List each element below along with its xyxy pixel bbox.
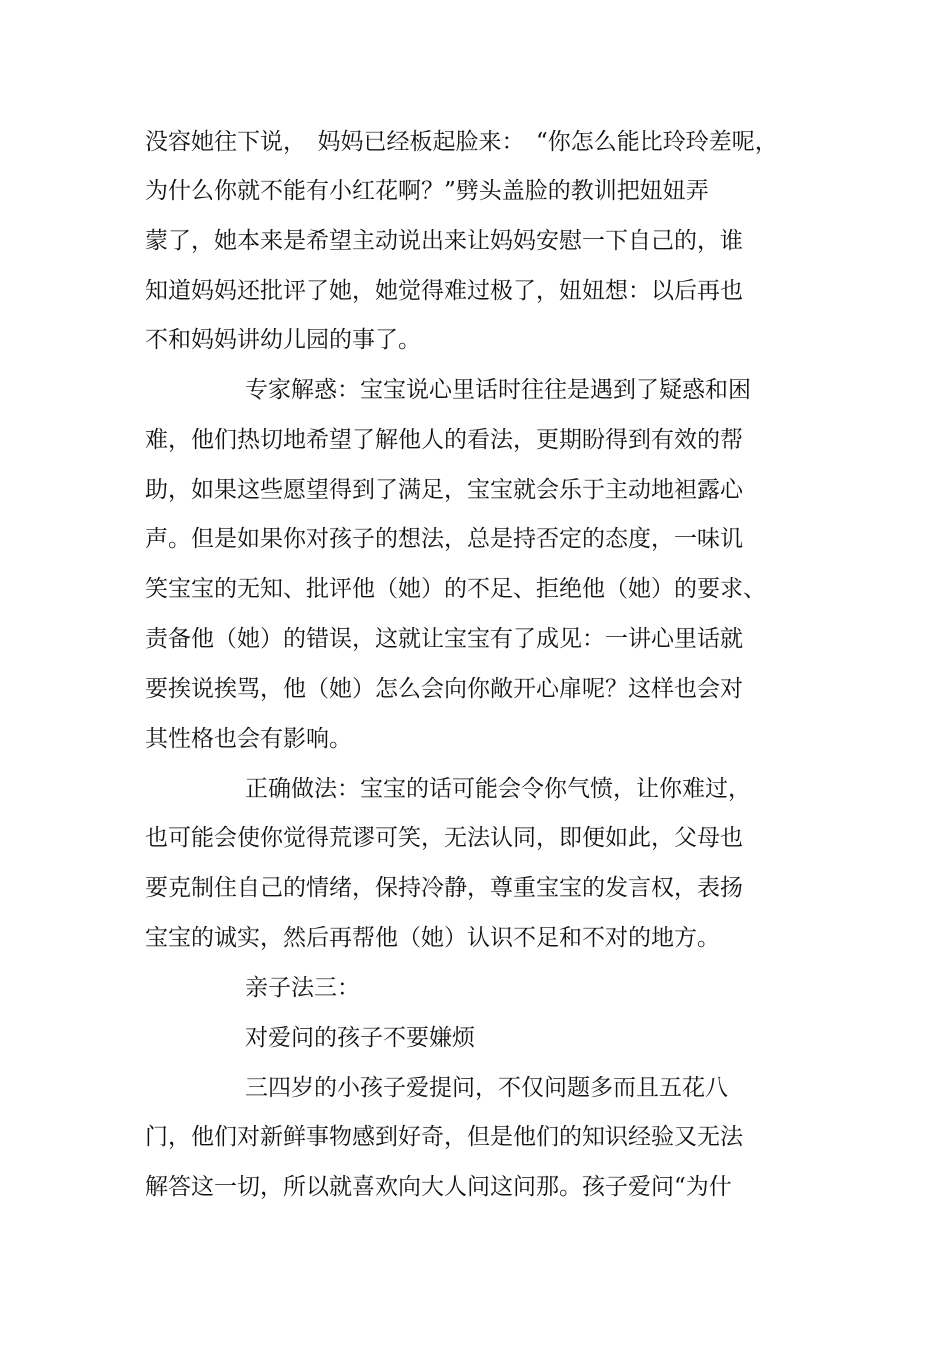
text-line: 其性格也会有影响。 xyxy=(145,726,352,752)
text-line: 没容她往下说， 妈妈已经板起脸来： “你怎么能比玲玲差呢， xyxy=(145,129,778,155)
text-line: 责备他（她）的错误，这就让宝宝有了成见：一讲心里话就 xyxy=(145,626,743,652)
section-heading: 亲子法三： xyxy=(245,975,360,1001)
text-line: 解答这一切，所以就喜欢向大人问这问那。孩子爱问“为什 xyxy=(145,1174,732,1200)
text-line: 不和妈妈讲幼儿园的事了。 xyxy=(145,327,421,353)
text-line: 要克制住自己的情绪，保持冷静，尊重宝宝的发言权，表扬 xyxy=(145,875,743,901)
text-line: 要挨说挨骂，他（她）怎么会向你敞开心扉呢？这样也会对 xyxy=(145,676,743,702)
text-line: 知道妈妈还批评了她，她觉得难过极了，妞妞想：以后再也 xyxy=(145,278,743,304)
text-line: 助，如果这些愿望得到了满足，宝宝就会乐于主动地袒露心 xyxy=(145,477,743,503)
paragraph-heading-correct: 正确做法：宝宝的话可能会令你气愤，让你难过， xyxy=(245,776,751,802)
text-line: 宝宝的诚实，然后再帮他（她）认识不足和不对的地方。 xyxy=(145,925,720,951)
text-line: 也可能会使你觉得荒谬可笑，无法认同，即便如此，父母也 xyxy=(145,825,743,851)
text-line: 难，他们热切地希望了解他人的看法，更期盼得到有效的帮 xyxy=(145,427,743,453)
text-line: 为什么你就不能有小红花啊？”劈头盖脸的教训把妞妞弄 xyxy=(145,178,709,204)
text-line: 三四岁的小孩子爱提问，不仅问题多而且五花八 xyxy=(245,1075,728,1101)
text-line: 蒙了，她本来是希望主动说出来让妈妈安慰一下自己的，谁 xyxy=(145,228,743,254)
section-subheading: 对爱问的孩子不要嫌烦 xyxy=(245,1025,475,1051)
text-line: 笑宝宝的无知、批评他（她）的不足、拒绝他（她）的要求、 xyxy=(145,576,766,602)
text-line: 门，他们对新鲜事物感到好奇，但是他们的知识经验又无法 xyxy=(145,1124,743,1150)
text-line: 声。但是如果你对孩子的想法，总是持否定的态度，一味讥 xyxy=(145,526,743,552)
paragraph-heading-expert: 专家解惑：宝宝说心里话时往往是遇到了疑惑和困 xyxy=(245,377,751,403)
